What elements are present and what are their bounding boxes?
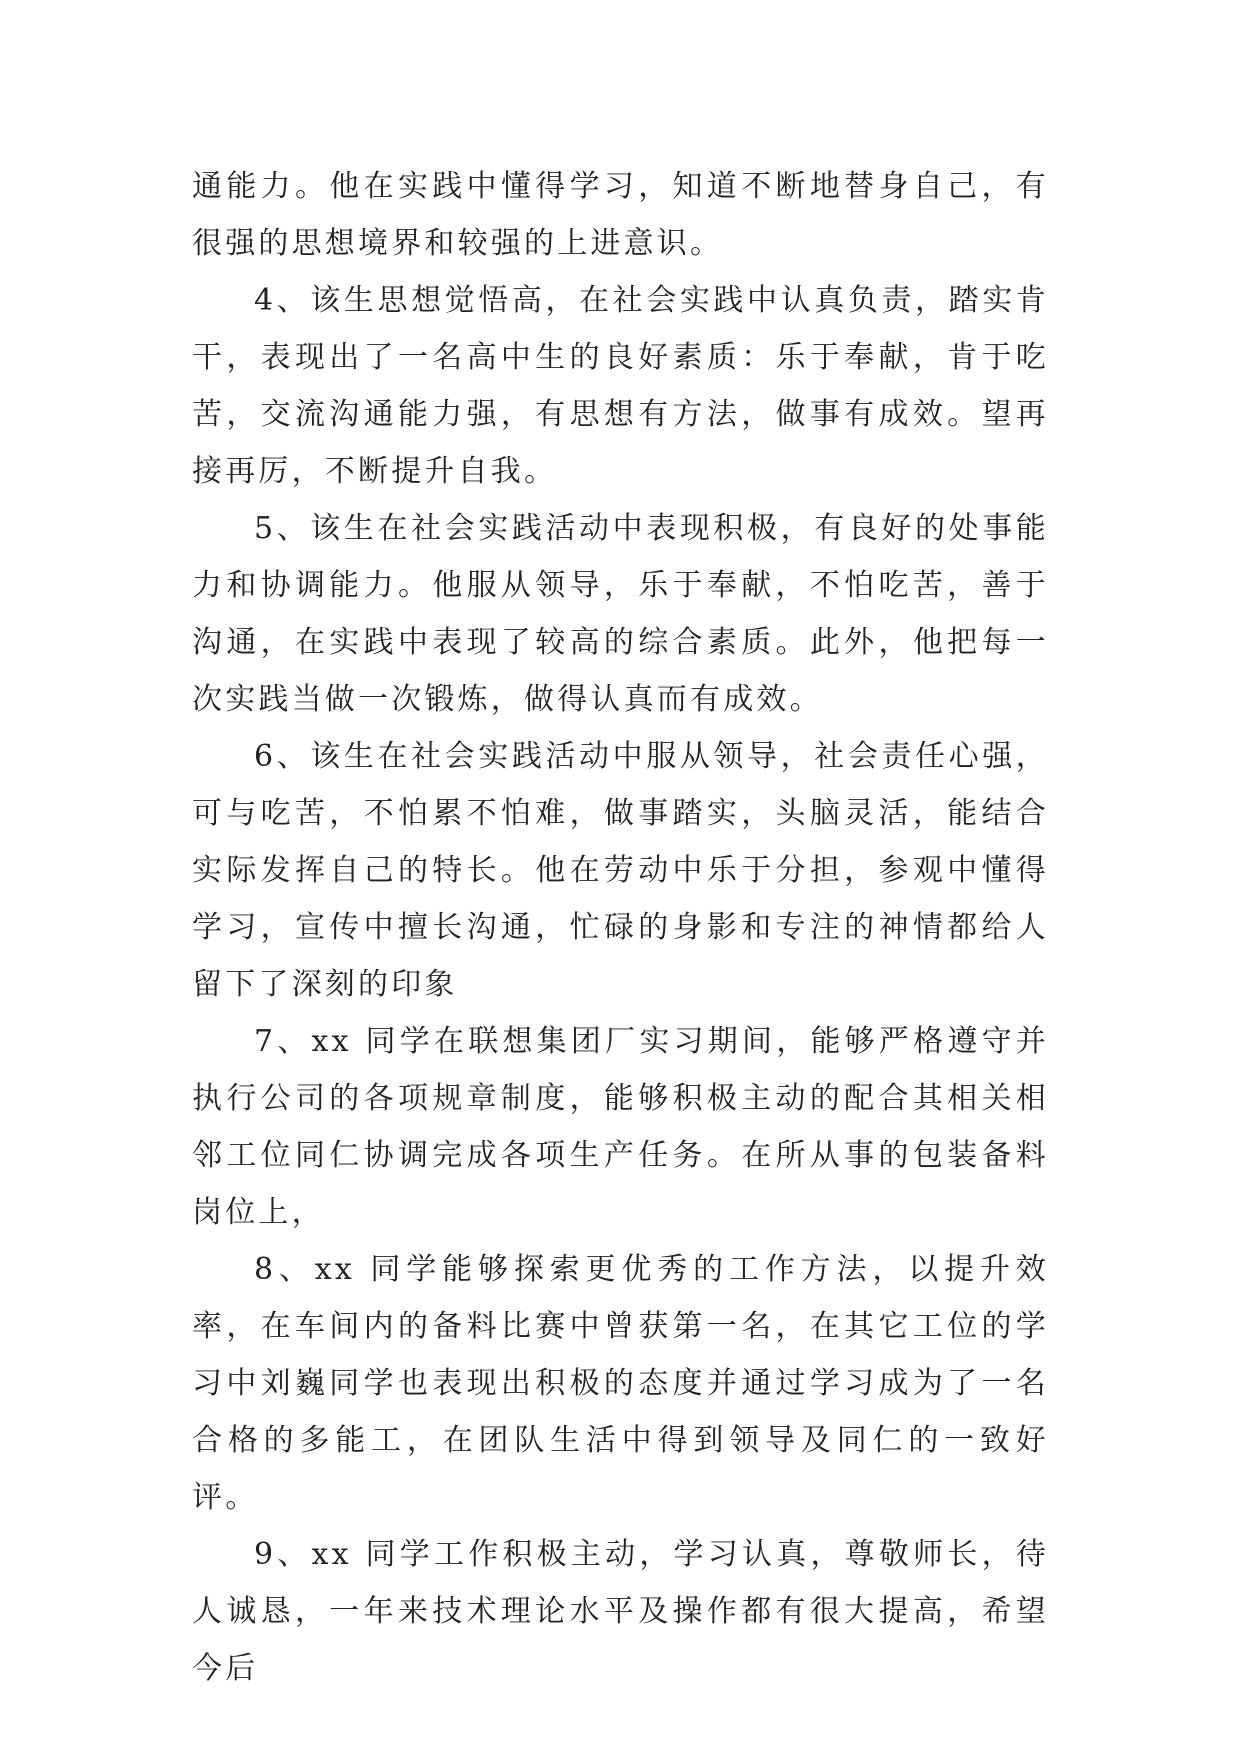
paragraph-item-7: 7、xx 同学在联想集团厂实习期间，能够严格遵守并执行公司的各项规章制度，能够积极主动的配合其相关相邻工位同仁协调完成各项生产任务。在所从事的包装备料岗位上， xyxy=(192,1024,1049,1230)
paragraph-continuation: 通能力。他在实践中懂得学习，知道不断地替身自己，有很强的思想境界和较强的上进意识。 xyxy=(192,169,1049,261)
paragraph-item-4: 4、该生思想觉悟高，在社会实践中认真负责，踏实肯干，表现出了一名高中生的良好素质：乐于奉献，肯于吃苦，交流沟通能力强，有思想有方法，做事有成效。望再接再厉，不断提升自我。 xyxy=(192,283,1049,489)
paragraph-item-9: 9、xx 同学工作积极主动，学习认真，尊敬师长，待人诚恳，一年来技术理论水平及操作都有很大提高，希望今后 xyxy=(192,1537,1049,1686)
document-body xyxy=(192,158,1049,1697)
paragraph-item-5: 5、该生在社会实践活动中表现积极，有良好的处事能力和协调能力。他服从领导，乐于奉献，不怕吃苦，善于沟通，在实践中表现了较高的综合素质。此外，他把每一次实践当做一次锻炼，做得认真而有成效。 xyxy=(192,511,1049,717)
paragraph-item-8: 8、xx 同学能够探索更优秀的工作方法，以提升效率，在车间内的备料比赛中曾获第一名，在其它工位的学习中刘巍同学也表现出积极的态度并通过学习成为了一名合格的多能工，在团队生活中得到领导及同仁的一致好评。 xyxy=(192,1252,1049,1515)
paragraph-item-6: 6、该生在社会实践活动中服从领导，社会责任心强，可与吃苦，不怕累不怕难，做事踏实，头脑灵活，能结合实际发挥自己的特长。他在劳动中乐于分担，参观中懂得学习，宣传中擅长沟通，忙碌的身影和专注的神情都给人留下了深刻的印象 xyxy=(192,739,1049,1002)
